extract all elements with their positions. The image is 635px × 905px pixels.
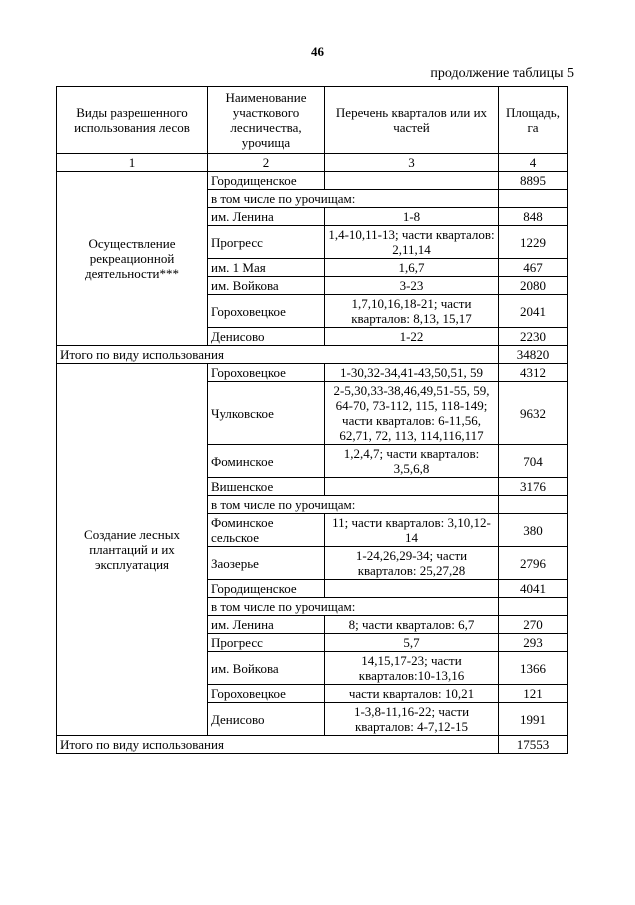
header-area: Площадь, га (499, 87, 568, 154)
quarters-cell: 8; части кварталов: 6,7 (325, 616, 499, 634)
area-cell: 3176 (499, 478, 568, 496)
area-cell: 380 (499, 514, 568, 547)
table-row (57, 364, 568, 382)
column-number: 3 (325, 154, 499, 172)
area-cell: 293 (499, 634, 568, 652)
quarters-cell: 14,15,17-23; части кварталов:10-13,16 (325, 652, 499, 685)
table-body (57, 172, 568, 754)
forestry-name-cell: Прогресс (208, 226, 325, 259)
quarters-cell: части кварталов: 10,21 (325, 685, 499, 703)
forestry-name-cell: им. Войкова (208, 277, 325, 295)
page-number: 46 (311, 44, 324, 59)
total-label: Итого по виду использования (57, 736, 499, 754)
forestry-name-cell: им. Войкова (208, 652, 325, 685)
forestry-name-cell: Денисово (208, 703, 325, 736)
table-row (57, 172, 568, 190)
quarters-cell (325, 580, 499, 598)
empty-area-cell (499, 190, 568, 208)
forestry-name-cell: Фоминское (208, 445, 325, 478)
quarters-cell: 1,2,4,7; части кварталов: 3,5,6,8 (325, 445, 499, 478)
area-cell: 2796 (499, 547, 568, 580)
column-number: 4 (499, 154, 568, 172)
forestry-name-cell: Фоминское сельское (208, 514, 325, 547)
forest-use-table (56, 86, 568, 754)
quarters-cell: 1,6,7 (325, 259, 499, 277)
area-cell: 704 (499, 445, 568, 478)
area-cell: 9632 (499, 382, 568, 445)
use-kind-cell: Осуществление рекреационной деятельности*** (57, 172, 208, 346)
forestry-name-cell: Гороховецкое (208, 295, 325, 328)
area-cell: 270 (499, 616, 568, 634)
area-cell: 8895 (499, 172, 568, 190)
quarters-cell: 1-3,8-11,16-22; части кварталов: 4-7,12-15 (325, 703, 499, 736)
forestry-name-cell: Денисово (208, 328, 325, 346)
forestry-name-cell: Гороховецкое (208, 685, 325, 703)
continuation-label: продолжение таблицы 5 (430, 66, 574, 81)
header-name: Наименование участкового лесничества, урочища (208, 87, 325, 154)
empty-area-cell (499, 598, 568, 616)
quarters-cell: 3-23 (325, 277, 499, 295)
total-label: Итого по виду использования (57, 346, 499, 364)
forestry-name-cell: Гороховецкое (208, 364, 325, 382)
area-cell: 1366 (499, 652, 568, 685)
forestry-name-cell: Городищенское (208, 580, 325, 598)
forestry-name-cell: Чулковское (208, 382, 325, 445)
quarters-cell: 11; части кварталов: 3,10,12- 14 (325, 514, 499, 547)
area-cell: 121 (499, 685, 568, 703)
subheader-cell: в том числе по урочищам: (208, 190, 499, 208)
area-cell: 2080 (499, 277, 568, 295)
quarters-cell (325, 478, 499, 496)
column-number: 1 (57, 154, 208, 172)
area-cell: 1991 (499, 703, 568, 736)
total-area: 34820 (499, 346, 568, 364)
column-number-row (57, 154, 568, 172)
quarters-cell: 5,7 (325, 634, 499, 652)
use-kind-cell: Создание лесных плантаций и их эксплуатация (57, 364, 208, 736)
empty-area-cell (499, 496, 568, 514)
total-row (57, 346, 568, 364)
forestry-name-cell: им. Ленина (208, 208, 325, 226)
quarters-cell: 1,4-10,11-13; части кварталов: 2,11,14 (325, 226, 499, 259)
quarters-cell: 1-8 (325, 208, 499, 226)
subheader-cell: в том числе по урочищам: (208, 598, 499, 616)
forestry-name-cell: им. 1 Мая (208, 259, 325, 277)
area-cell: 848 (499, 208, 568, 226)
forestry-name-cell: Прогресс (208, 634, 325, 652)
forestry-name-cell: Городищенское (208, 172, 325, 190)
quarters-cell: 1-30,32-34,41-43,50,51, 59 (325, 364, 499, 382)
quarters-cell: 1,7,10,16,18-21; части кварталов: 8,13, 15,17 (325, 295, 499, 328)
area-cell: 1229 (499, 226, 568, 259)
forestry-name-cell: Вишенское (208, 478, 325, 496)
area-cell: 4312 (499, 364, 568, 382)
quarters-cell: 1-22 (325, 328, 499, 346)
quarters-cell: 2-5,30,33-38,46,49,51-55, 59, 64-70, 73-112, 115, 118-149; части кварталов: 6-11,56, 62,71, 72, 113, 114,116,117 (325, 382, 499, 445)
quarters-cell: 1-24,26,29-34; части кварталов: 25,27,28 (325, 547, 499, 580)
total-area: 17553 (499, 736, 568, 754)
header-row (57, 87, 568, 154)
header-kind: Виды разрешенного использования лесов (57, 87, 208, 154)
quarters-cell (325, 172, 499, 190)
area-cell: 2041 (499, 295, 568, 328)
header-quarters: Перечень кварталов или их частей (325, 87, 499, 154)
forestry-name-cell: им. Ленина (208, 616, 325, 634)
forestry-name-cell: Заозерье (208, 547, 325, 580)
column-number: 2 (208, 154, 325, 172)
area-cell: 2230 (499, 328, 568, 346)
area-cell: 4041 (499, 580, 568, 598)
subheader-cell: в том числе по урочищам: (208, 496, 499, 514)
total-row (57, 736, 568, 754)
area-cell: 467 (499, 259, 568, 277)
